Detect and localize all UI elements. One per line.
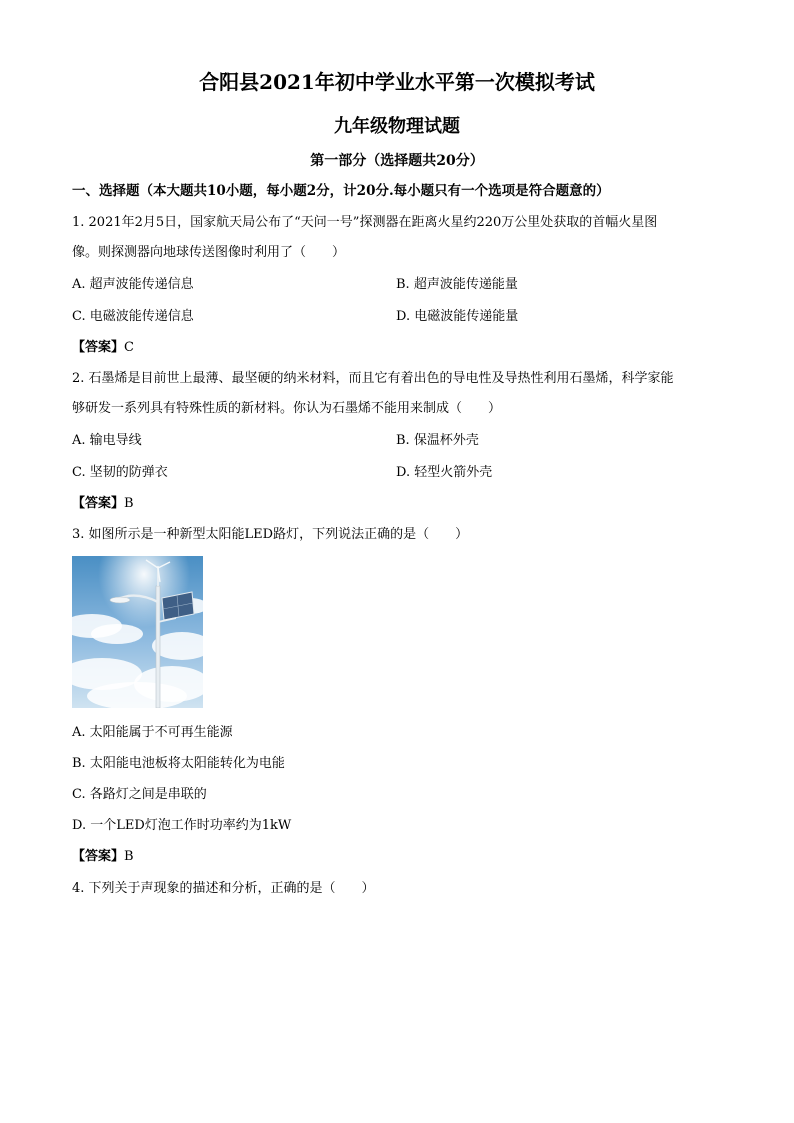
answer-value: B <box>124 849 134 864</box>
question-1-option-b: B. 超声波能传递能量 <box>396 277 518 292</box>
answer-label: 【答案】 <box>72 496 125 511</box>
question-2-option-b: B. 保温杯外壳 <box>396 433 479 448</box>
question-3-option-b: B. 太阳能电池板将太阳能转化为电能 <box>72 756 285 771</box>
exam-subtitle: 九年级物理试题 <box>334 116 460 137</box>
question-2-text-line2: 够研发一系列具有特殊性质的新材料。你认为石墨烯不能用来制成（ ） <box>72 401 502 416</box>
question-3-option-a: A. 太阳能属于不可再生能源 <box>72 725 233 740</box>
question-3-text: 3. 如图所示是一种新型太阳能LED路灯，下列说法正确的是（ ） <box>72 527 469 542</box>
question-1-option-a: A. 超声波能传递信息 <box>72 277 194 292</box>
answer-value: B <box>124 496 134 511</box>
answer-label: 【答案】 <box>72 340 125 355</box>
question-2-option-c: C. 坚韧的防弹衣 <box>72 465 168 480</box>
part-heading: 第一部分（选择题共20分） <box>310 153 484 169</box>
answer-label: 【答案】 <box>72 849 125 864</box>
section-heading: 一、选择题（本大题共10小题，每小题2分，计20分.每小题只有一个选项是符合题意的） <box>72 183 610 199</box>
answer-value: C <box>124 340 134 355</box>
question-2-option-a: A. 输电导线 <box>72 433 142 448</box>
question-1-option-c: C. 电磁波能传递信息 <box>72 309 194 324</box>
exam-title: 合阳县2021年初中学业水平第一次模拟考试 <box>199 70 595 94</box>
question-1-text-line2: 像。则探测器向地球传送图像时利用了（ ） <box>72 245 346 260</box>
question-1-option-d: D. 电磁波能传递能量 <box>396 309 519 324</box>
question-3-answer <box>72 848 134 866</box>
question-4-text: 4. 下列关于声现象的描述和分析，正确的是（ ） <box>72 881 375 896</box>
question-1-text-line1: 1. 2021年2月5日，国家航天局公布了“天问一号”探测器在距离火星约220万公里处获取的首幅火星图 <box>72 215 658 230</box>
question-1-answer <box>72 339 134 357</box>
question-2-text-line1: 2. 石墨烯是目前世上最薄、最坚硬的纳米材料，而且它有着出色的导电性及导热性利用石墨烯，科学家能 <box>72 371 674 386</box>
question-3-option-c: C. 各路灯之间是串联的 <box>72 787 207 802</box>
question-3-option-d: D. 一个LED灯泡工作时功率约为1kW <box>72 818 292 833</box>
solar-streetlight-photo <box>72 556 203 708</box>
question-2-option-d: D. 轻型火箭外壳 <box>396 465 493 480</box>
question-2-answer <box>72 495 134 513</box>
